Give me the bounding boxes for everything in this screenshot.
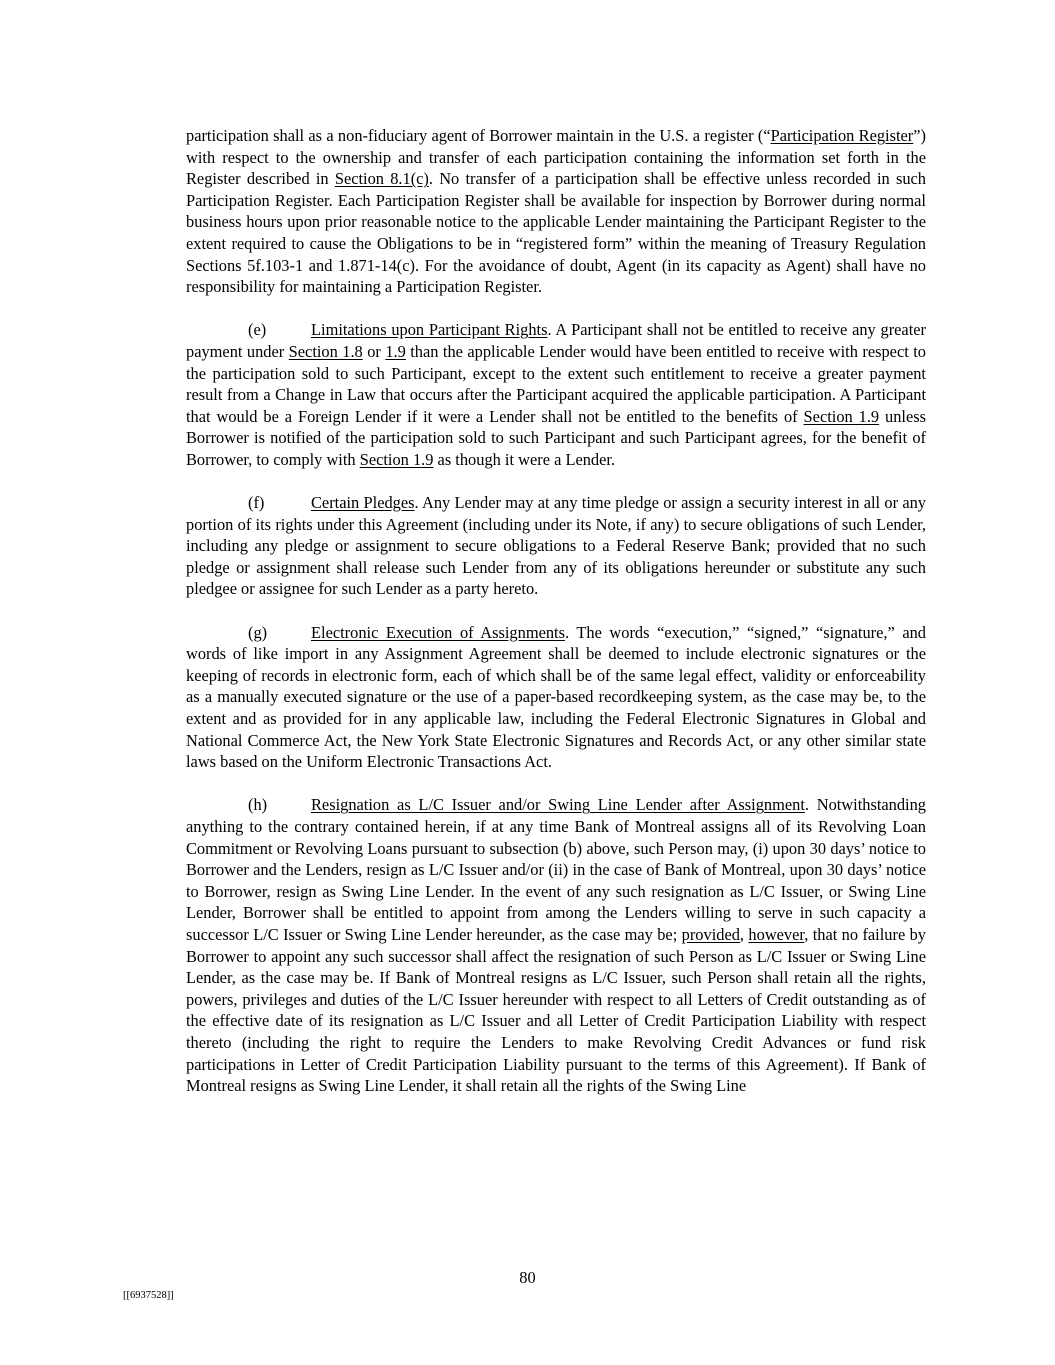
section-reference: 1.9 xyxy=(385,341,406,361)
document-id: [[6937528]] xyxy=(123,1290,174,1301)
paragraph-h: (h) Resignation as L/C Issuer and/or Swing Line Lender after Assignment. Notwithstanding anything to the contrary contained herein, if at any time Bank of Montreal assigns all of its Revolving Loan Commitment or Revolving Loans pursuant to subsection (b) above, such Person may, (i) upon 30 days’ notice to Borrower and the Lenders, resign as L/C Issuer and/or (ii) in the case of Bank of Montreal, upon 30 days’ notice to Borrower, resign as Swing Line Lender. In the event of any such resignation as L/C Issuer, or Swing Line Lender, Borrower shall be entitled to appoint from among the Lenders willing to serve in such capacity a successor L/C Issuer or Swing Line Lender hereunder, as the case may be; provided, however, that no failure by Borrower to appoint any such successor shall affect the resignation of such Person as L/C Issuer or Swing Line Lender, as the case may be. If Bank of Montreal resigns as L/C Issuer, such Person shall retain all the rights, powers, privileges and duties of the L/C Issuer hereunder with respect to all Letters of Credit outstanding as of the effective date of its resignation as L/C Issuer and all Letter of Credit Participation Liability with respect thereto (including the right to require the Lenders to make Revolving Credit Advances or fund risk participations in Letter of Credit Participation Liability pursuant to the terms of this Agreement). If Bank of Montreal resigns as Swing Line Lender, it shall retain all the rights of the Swing Line xyxy=(186,795,927,1096)
defined-term-participation-register: Participation Register xyxy=(770,126,914,145)
clause-label: (g) xyxy=(248,622,268,642)
page-number: 80 xyxy=(519,1268,536,1287)
paragraph-e: (e) Limitations upon Participant Rights. A Participant shall not be entitled to receive any greater payment under Section 1.8 or 1.9 than the applicable Lender would have been entitled to receive with respect to the participation sold to such Participant, except to the extent such entitlement to receive a greater payment result from a Change in Law that occurs after the Participant acquired the applicable participation. A Participant that would be a Foreign Lender if it were a Lender shall not be entitled to the benefits of Section 1.9 unless Borrower is notified of the participation sold to such Participant and such Participant agrees, for the benefit of Borrower, to comply with Section 1.9 as though it were a Lender. xyxy=(186,320,927,469)
clause-heading: Limitations upon Participant Rights xyxy=(311,320,548,340)
clause-heading: Resignation as L/C Issuer and/or Swing Line Lender after Assignment xyxy=(311,795,805,815)
section-reference: Section 8.1(c) xyxy=(334,169,429,189)
clause-label: (f) xyxy=(248,493,265,513)
clause-label: (e) xyxy=(248,320,267,340)
section-reference: Section 1.8 xyxy=(288,341,363,361)
document-body xyxy=(186,125,926,1097)
clause-heading: Certain Pledges xyxy=(311,493,415,513)
paragraph-participation-register: participation shall as a non-fiduciary agent of Borrower maintain in the U.S. a register (“Participation Register”) with respect to the ownership and transfer of each participation containing the information set forth in the Register described in Section 8.1(c). No transfer of a participation shall be effective unless recorded in such Participation Register. Each Participation Register shall be available for inspection by Borrower during normal business hours upon prior reasonable notice to the applicable Lender maintaining the Participant Register to the extent required to cause the Obligations to be in “registered form” within the meaning of Treasury Regulation Sections 5f.103-1 and 1.871-14(c). For the avoidance of doubt, Agent (in its capacity as Agent) shall have no responsibility for maintaining a Participation Register. xyxy=(186,126,926,297)
paragraph-g: (g) Electronic Execution of Assignments. The words “execution,” “signed,” “signature,” and words of like import in any Assignment Agreement shall be deemed to include electronic signatures or the keeping of records in electronic form, each of which shall be of the same legal effect, validity or enforceability as a manually executed signature or the use of a paper-based recordkeeping system, as the case may be, to the extent and as provided for in any applicable law, including the Federal Electronic Signatures in Global and National Commerce Act, the New York State Electronic Signatures and Records Act, or any other similar state laws based on the Uniform Electronic Transactions Act. xyxy=(186,622,926,772)
clause-label: (h) xyxy=(248,795,268,815)
emphasis-provided: provided xyxy=(681,924,740,944)
section-reference: Section 1.9 xyxy=(359,449,434,469)
paragraph-f: (f) Certain Pledges. Any Lender may at any time pledge or assign a security interest in all or any portion of its rights under this Agreement (including under its Note, if any) to secure obligations of such Lender, including any pledge or assignment to secure obligations to a Federal Reserve Bank; provided that no such pledge or assignment shall release such Lender from any of its obligations hereunder or substitute any such pledgee or assignee for such Lender as a party hereto. xyxy=(186,493,926,599)
section-reference: Section 1.9 xyxy=(803,406,880,426)
clause-heading: Electronic Execution of Assignments xyxy=(311,622,565,642)
emphasis-however: however xyxy=(748,924,805,944)
